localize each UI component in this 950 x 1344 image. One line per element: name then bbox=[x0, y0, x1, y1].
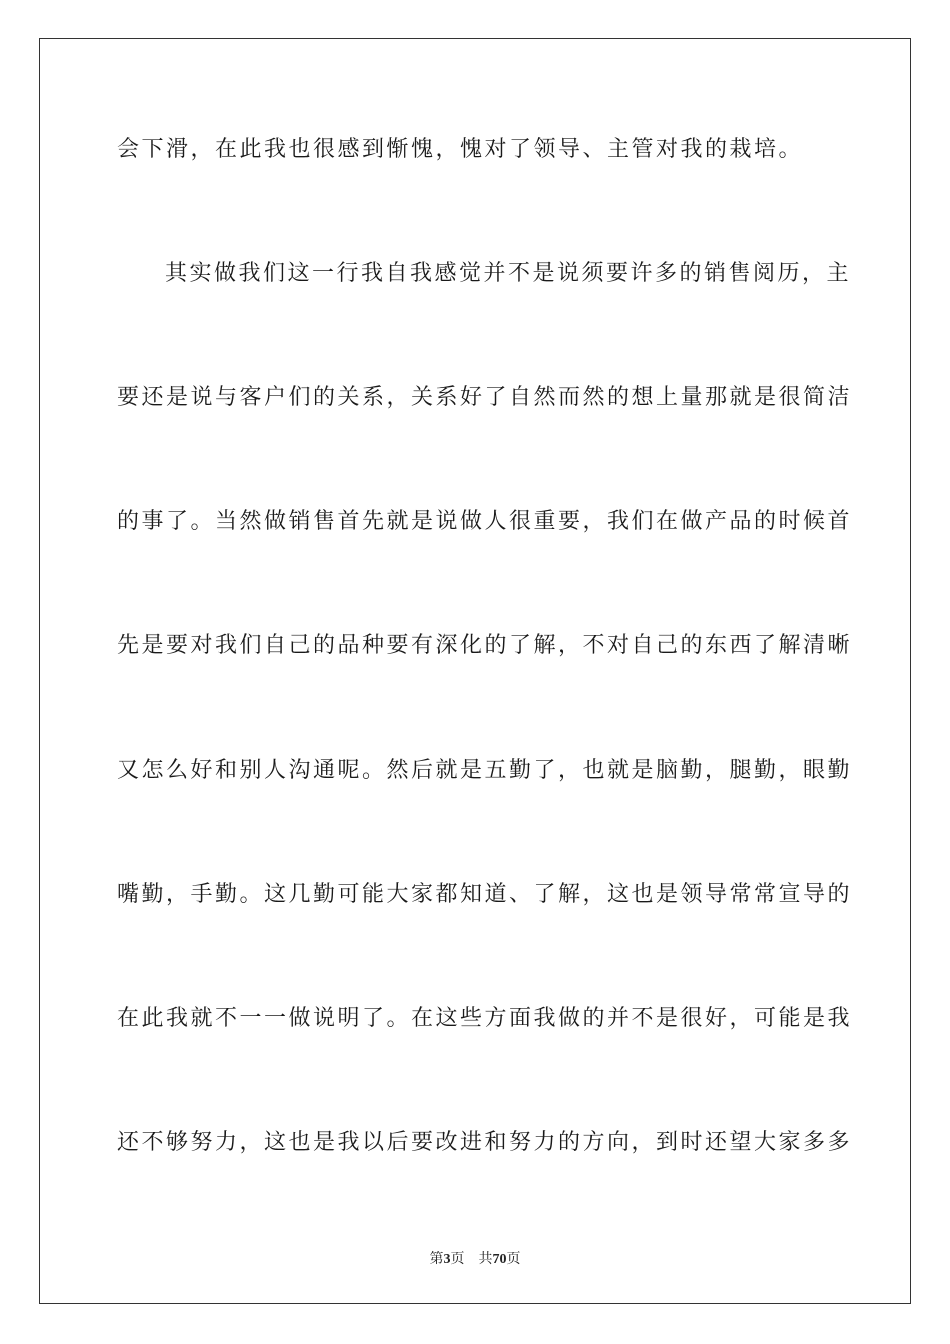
text-line-7: 嘴勤，手勤。这几勤可能大家都知道、了解，这也是领导常常宣导的 bbox=[117, 882, 853, 907]
page-footer bbox=[0, 1248, 950, 1268]
total-pages: 70 bbox=[492, 1252, 507, 1267]
text-line-3: 要还是说与客户们的关系，关系好了自然而然的想上量那就是很简洁 bbox=[117, 385, 853, 410]
page-prefix: 第 bbox=[429, 1251, 444, 1267]
total-prefix: 共 bbox=[478, 1251, 493, 1267]
text-line-9: 还不够努力，这也是我以后要改进和努力的方向，到时还望大家多多 bbox=[117, 1130, 853, 1155]
text-line-1: 会下滑，在此我也很感到惭愧，愧对了领导、主管对我的栽培。 bbox=[117, 137, 804, 162]
page-number: 3 bbox=[443, 1252, 451, 1267]
page-border bbox=[39, 38, 911, 1304]
text-line-6: 又怎么好和别人沟通呢。然后就是五勤了，也就是脑勤，腿勤，眼勤 bbox=[117, 758, 853, 783]
text-line-4: 的事了。当然做销售首先就是说做人很重要，我们在做产品的时候首 bbox=[117, 509, 853, 534]
text-line-5: 先是要对我们自己的品种要有深化的了解，不对自己的东西了解清晰 bbox=[117, 633, 853, 658]
total-suffix: 页 bbox=[506, 1251, 521, 1267]
text-line-2: 其实做我们这一行我自我感觉并不是说须要许多的销售阅历，主 bbox=[165, 261, 852, 286]
text-line-8: 在此我就不一一做说明了。在这些方面我做的并不是很好，可能是我 bbox=[117, 1006, 853, 1031]
page-suffix: 页 bbox=[450, 1251, 465, 1267]
